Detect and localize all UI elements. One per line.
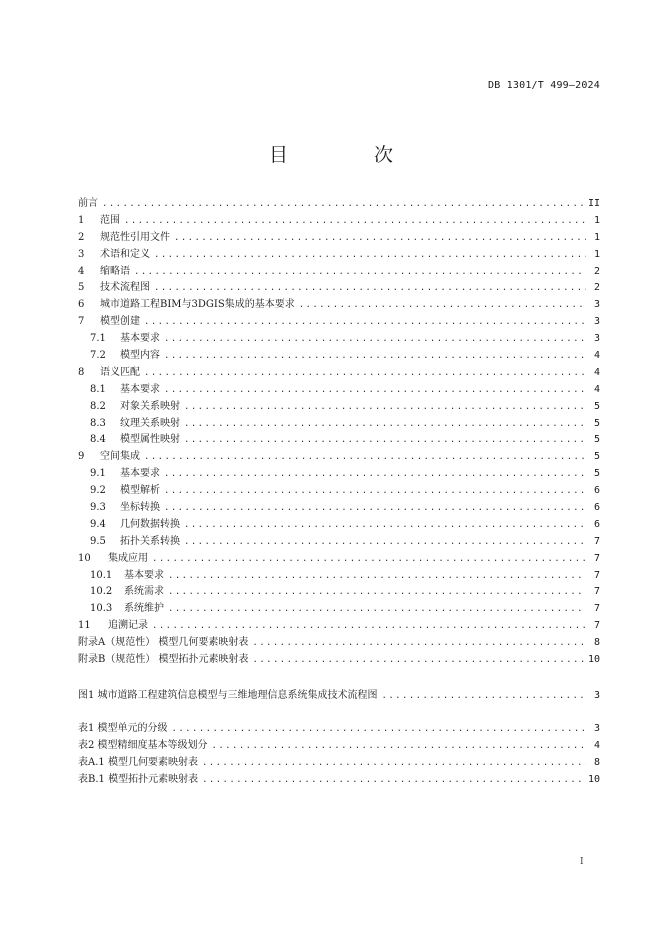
toc-entry-number: 8.2 — [90, 400, 106, 412]
toc-dot-leader — [184, 517, 586, 534]
toc-entry-7-1[interactable] — [78, 331, 600, 348]
toc-entry-label: 基本要求 — [124, 569, 164, 581]
toc-entry-6[interactable] — [78, 297, 600, 314]
toc-tables — [78, 721, 600, 789]
toc-entry-page: 3 — [593, 333, 600, 345]
toc-entry-page: 3 — [593, 316, 600, 328]
toc-entry-page: 2 — [593, 282, 600, 294]
toc-entry-4[interactable] — [78, 264, 600, 281]
toc-dot-leader — [134, 264, 586, 281]
toc-entry-number: 10 — [78, 552, 91, 564]
page-title: 目 次 — [268, 144, 434, 166]
toc-entry-label: 对象关系映射 — [120, 400, 180, 412]
toc-dot-leader — [144, 314, 586, 331]
toc-entry-10-1[interactable] — [78, 568, 600, 585]
toc-entry-9-5[interactable] — [78, 534, 600, 551]
toc-dot-leader — [299, 297, 586, 314]
toc-entry-page: 4 — [593, 350, 600, 362]
toc-entry-number: 9.1 — [90, 468, 106, 480]
toc-entry-label: 模型属性映射 — [120, 434, 180, 446]
toc-figures — [78, 688, 600, 705]
toc-entry-number: 7.2 — [90, 350, 106, 362]
toc-entry-number: 9.4 — [90, 518, 106, 530]
toc-entry-page: 4 — [593, 366, 600, 378]
toc-entry-page: 5 — [593, 400, 600, 412]
toc-entry-9[interactable] — [78, 449, 600, 466]
toc-dot-leader — [154, 247, 586, 264]
toc-dot-leader — [164, 483, 586, 500]
toc-entry-label: 表B.1 模型拓扑元素映射表 — [78, 773, 199, 785]
toc-entry-label: 空间集成 — [100, 451, 140, 463]
toc-dot-leader — [184, 416, 586, 433]
toc-entry-appendix-b[interactable] — [78, 652, 600, 669]
toc-entry-page: 3 — [593, 723, 600, 734]
toc-dot-leader — [152, 551, 586, 568]
toc-dot-leader — [164, 382, 586, 399]
toc-dot-leader — [184, 534, 586, 551]
toc-entry-label: 基本要求 — [120, 383, 160, 395]
toc-entry-label: 表1 模型单元的分级 — [78, 723, 168, 734]
toc-entry-number: 8.4 — [90, 434, 106, 446]
toc-entry-number: 10.2 — [90, 586, 113, 598]
toc-entry-5[interactable] — [78, 280, 600, 297]
toc-entry-2[interactable] — [78, 230, 600, 247]
toc-dot-leader — [164, 348, 586, 365]
toc-entry-8-4[interactable] — [78, 432, 600, 449]
toc-entry-label: 追溯记录 — [108, 620, 148, 632]
toc-dot-leader — [164, 500, 586, 517]
toc-dot-leader — [152, 618, 586, 635]
toc-dot-leader — [252, 635, 586, 652]
toc-entry-7-2[interactable] — [78, 348, 600, 365]
page-number: I — [580, 857, 584, 867]
toc-entry-page: 8 — [593, 637, 600, 649]
toc-entry-number: 9 — [78, 451, 85, 463]
toc-entry-label: 模型解析 — [120, 485, 160, 497]
toc-entry-3[interactable] — [78, 247, 600, 264]
toc-entry-number: 9.5 — [90, 535, 106, 547]
toc-dot-leader — [382, 688, 586, 705]
toc-dot-leader — [212, 738, 586, 755]
toc-entry-page: 5 — [593, 451, 600, 463]
toc-entry-label: 几何数据转换 — [120, 518, 180, 530]
toc-entry-page: 3 — [593, 299, 600, 311]
toc-dot-leader — [253, 652, 584, 669]
toc-entry-number: 11 — [78, 620, 91, 632]
toc-entry-number: 9.3 — [90, 502, 106, 514]
toc-entry-page: 6 — [593, 502, 600, 514]
toc-entry-10-3[interactable] — [78, 601, 600, 618]
toc-dot-leader — [172, 721, 586, 738]
toc-entry-page: 7 — [593, 603, 600, 615]
toc-entry-label: 图1 城市道路工程建筑信息模型与三维地理信息系统集成技术流程图 — [78, 690, 378, 701]
toc-entry-page: 6 — [593, 518, 600, 530]
toc-entry-page: 4 — [593, 739, 600, 751]
toc-dot-leader — [184, 399, 586, 416]
toc-entry-page: 3 — [593, 690, 600, 701]
toc-dot-leader — [164, 331, 586, 348]
toc-entry-page: 5 — [593, 417, 600, 429]
toc-entry-foreword[interactable] — [78, 196, 600, 213]
toc-entry-8-3[interactable] — [78, 416, 600, 433]
toc-entry-label: 系统需求 — [124, 586, 164, 598]
toc-entry-number: 2 — [78, 231, 85, 243]
toc-dot-leader — [184, 432, 586, 449]
toc-dot-leader — [164, 466, 586, 483]
toc-entry-number: 6 — [78, 299, 85, 311]
toc-entry-number: 4 — [78, 265, 85, 277]
toc-entry-page: II — [587, 198, 600, 209]
toc-entry-page: 1 — [593, 248, 600, 260]
toc-dot-leader — [174, 230, 586, 247]
toc-entry-label: 附录A（规范性） 模型几何要素映射表 — [78, 637, 249, 649]
toc-entry-page: 5 — [593, 468, 600, 480]
toc-entry-number: 5 — [78, 282, 85, 294]
toc-dot-leader — [144, 449, 586, 466]
toc-entry-1[interactable] — [78, 213, 600, 230]
toc-entry-8-2[interactable] — [78, 399, 600, 416]
toc-dot-leader — [124, 213, 586, 230]
toc-entry-number: 8.3 — [90, 417, 106, 429]
toc-entry-number: 8.1 — [90, 383, 106, 395]
toc-entry-label: 技术流程图 — [100, 282, 150, 294]
toc-entry-label: 表2 模型精细度基本等级划分 — [78, 739, 208, 751]
toc-entry-page: 6 — [593, 485, 600, 497]
toc-entry-label: 模型内容 — [120, 350, 160, 362]
toc-entry-label: 基本要求 — [120, 468, 160, 480]
toc-entry-10[interactable] — [78, 551, 600, 568]
toc-entry-page: 8 — [593, 756, 600, 768]
toc-entry-table-b1[interactable] — [78, 772, 600, 789]
toc-entry-label: 表A.1 模型几何要素映射表 — [78, 756, 198, 768]
toc-entry-label: 范围 — [100, 214, 120, 226]
toc-dot-leader — [144, 365, 586, 382]
toc-entry-label: 集成应用 — [108, 552, 148, 564]
toc-entry-label: 附录B（规范性） 模型拓扑元素映射表 — [78, 654, 249, 666]
toc-dot-leader — [168, 584, 586, 601]
toc-entry-page: 7 — [593, 535, 600, 547]
toc-entry-number: 9.2 — [90, 485, 106, 497]
toc-entry-10-2[interactable] — [78, 584, 600, 601]
toc-entry-page: 1 — [593, 231, 600, 243]
toc-entry-label: 城市道路工程BIM与3DGIS集成的基本要求 — [100, 299, 295, 311]
toc-entry-9-1[interactable] — [78, 466, 600, 483]
toc-entry-figure-1[interactable] — [78, 688, 600, 705]
toc-dot-leader — [168, 601, 586, 618]
toc-entry-page: 7 — [593, 552, 600, 564]
toc-dot-leader — [202, 755, 586, 772]
toc-dot-leader — [202, 772, 584, 789]
toc-entry-label: 术语和定义 — [100, 248, 150, 260]
toc-entry-label: 坐标转换 — [120, 502, 160, 514]
toc-entry-page: 7 — [593, 620, 600, 632]
toc-entry-8-1[interactable] — [78, 382, 600, 399]
toc-entry-table-2[interactable] — [78, 738, 600, 755]
toc-entry-label: 规范性引用文件 — [100, 231, 170, 243]
toc-entry-label: 系统维护 — [124, 603, 164, 615]
toc-entry-label: 基本要求 — [120, 333, 160, 345]
toc-entry-9-4[interactable] — [78, 517, 600, 534]
toc-entry-label: 纹理关系映射 — [120, 417, 180, 429]
toc-entry-page: 10 — [587, 654, 600, 666]
toc-entry-table-1[interactable] — [78, 721, 600, 738]
toc-entry-9-3[interactable] — [78, 500, 600, 517]
toc-entry-number: 10.3 — [90, 603, 113, 615]
toc-entry-number: 10.1 — [90, 569, 113, 581]
toc-entry-7[interactable] — [78, 314, 600, 331]
document-code: DB 1301/T 499—2024 — [488, 80, 600, 91]
toc-entry-number: 7.1 — [90, 333, 106, 345]
toc-entry-page: 10 — [587, 773, 600, 785]
toc-entry-page: 5 — [593, 434, 600, 446]
toc-entry-page: 4 — [593, 383, 600, 395]
toc-entry-label: 缩略语 — [100, 265, 130, 277]
toc-entry-11[interactable] — [78, 618, 600, 635]
toc-entry-page: 7 — [593, 586, 600, 598]
toc-entry-8[interactable] — [78, 365, 600, 382]
toc-entry-label: 前言 — [78, 198, 98, 209]
toc-entry-number: 1 — [78, 214, 85, 226]
toc-dot-leader — [154, 280, 586, 297]
toc-entry-label: 模型创建 — [100, 316, 140, 328]
toc-dot-leader — [168, 568, 586, 585]
toc-entry-appendix-a[interactable] — [78, 635, 600, 652]
toc-entry-number: 7 — [78, 316, 85, 328]
toc-entry-page: 1 — [593, 214, 600, 226]
toc-entry-page: 7 — [593, 569, 600, 581]
toc-entry-number: 3 — [78, 248, 85, 260]
toc-entry-page: 2 — [593, 265, 600, 277]
toc-main — [78, 196, 600, 669]
toc-entry-table-a1[interactable] — [78, 755, 600, 772]
toc-entry-label: 拓扑关系转换 — [120, 535, 180, 547]
toc-entry-9-2[interactable] — [78, 483, 600, 500]
toc-dot-leader — [102, 196, 584, 213]
toc-entry-number: 8 — [78, 366, 85, 378]
toc-entry-label: 语义匹配 — [100, 366, 140, 378]
